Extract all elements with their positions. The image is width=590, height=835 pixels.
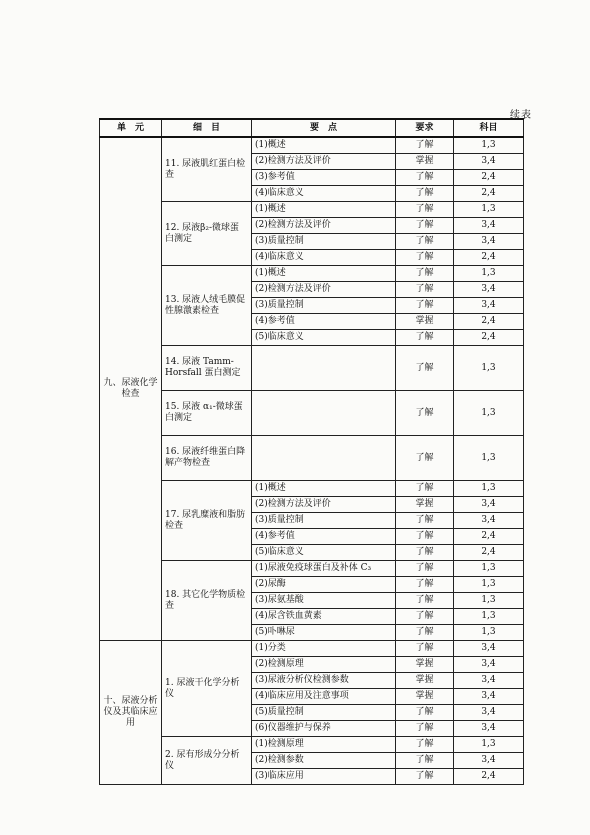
group-cell: 13. 尿液人绒毛膜促性腺激素检查 [162,266,252,346]
requirement-cell: 了解 [396,737,454,753]
point-cell: (4)临床应用及注意事项 [252,689,396,705]
header-group: 细 目 [162,119,252,137]
requirement-cell: 了解 [396,202,454,218]
subject-cell: 2,4 [454,769,524,785]
requirement-cell: 了解 [396,641,454,657]
point-cell: (2)检测参数 [252,753,396,769]
unit-cell: 十、尿液分析仪及其临床应用 [100,641,162,785]
requirement-cell: 了解 [396,577,454,593]
point-cell: (2)检测方法及评价 [252,218,396,234]
subject-cell: 1,3 [454,561,524,577]
subject-cell: 1,3 [454,593,524,609]
subject-cell: 1,3 [454,266,524,282]
subject-cell: 1,3 [454,202,524,218]
requirement-cell: 了解 [396,330,454,346]
group-cell: 17. 尿乳糜液和脂肪检查 [162,481,252,561]
subject-cell: 1,3 [454,625,524,641]
requirement-cell: 了解 [396,545,454,561]
point-cell: (1)检测原理 [252,737,396,753]
point-cell: (5)卟啉尿 [252,625,396,641]
requirement-cell: 掌握 [396,689,454,705]
requirement-cell: 了解 [396,234,454,250]
subject-cell: 1,3 [454,391,524,436]
requirement-cell: 掌握 [396,154,454,170]
subject-cell: 3,4 [454,673,524,689]
subject-cell: 2,4 [454,170,524,186]
subject-cell: 3,4 [454,298,524,314]
group-cell: 1. 尿液干化学分析仪 [162,641,252,737]
point-cell: (2)检测方法及评价 [252,282,396,298]
table-row [100,137,524,154]
table-body [100,137,524,785]
point-cell: (5)临床意义 [252,330,396,346]
point-cell: (3)尿液分析仪检测参数 [252,673,396,689]
requirement-cell: 了解 [396,250,454,266]
point-cell: (3)质量控制 [252,234,396,250]
requirement-cell: 了解 [396,513,454,529]
group-cell: 16. 尿液纤维蛋白降解产物检查 [162,436,252,481]
point-cell: (1)概述 [252,266,396,282]
header-subject: 科目 [454,119,524,137]
point-cell [252,436,396,481]
table-row [100,202,524,218]
point-cell: (4)临床意义 [252,186,396,202]
point-cell: (1)概述 [252,481,396,497]
point-cell: (4)参考值 [252,314,396,330]
point-cell: (2)检测原理 [252,657,396,673]
point-cell: (3)质量控制 [252,298,396,314]
group-cell: 18. 其它化学物质检查 [162,561,252,641]
subject-cell: 2,4 [454,250,524,266]
requirement-cell: 了解 [396,298,454,314]
requirement-cell: 掌握 [396,314,454,330]
requirement-cell: 了解 [396,391,454,436]
requirement-cell: 了解 [396,266,454,282]
requirement-cell: 了解 [396,481,454,497]
point-cell: (3)质量控制 [252,513,396,529]
subject-cell: 3,4 [454,154,524,170]
group-cell: 12. 尿液β₂-微球蛋白测定 [162,202,252,266]
group-cell: 14. 尿液 Tamm-Horsfall 蛋白测定 [162,346,252,391]
subject-cell: 3,4 [454,234,524,250]
point-cell: (6)仪器维护与保养 [252,721,396,737]
requirement-cell: 了解 [396,346,454,391]
point-cell: (2)检测方法及评价 [252,154,396,170]
point-cell: (4)参考值 [252,529,396,545]
requirement-cell: 掌握 [396,673,454,689]
point-cell: (5)质量控制 [252,705,396,721]
subject-cell: 3,4 [454,218,524,234]
requirement-cell: 了解 [396,282,454,298]
subject-cell: 3,4 [454,689,524,705]
subject-cell: 3,4 [454,721,524,737]
syllabus-table [99,118,524,785]
group-cell: 11. 尿液肌红蛋白检查 [162,137,252,202]
requirement-cell: 了解 [396,705,454,721]
requirement-cell: 了解 [396,186,454,202]
requirement-cell: 了解 [396,170,454,186]
requirement-cell: 了解 [396,561,454,577]
point-cell: (1)概述 [252,202,396,218]
subject-cell: 3,4 [454,282,524,298]
subject-cell: 2,4 [454,186,524,202]
subject-cell: 1,3 [454,609,524,625]
requirement-cell: 了解 [396,721,454,737]
subject-cell: 1,3 [454,436,524,481]
requirement-cell: 了解 [396,609,454,625]
subject-cell: 1,3 [454,481,524,497]
subject-cell: 3,4 [454,497,524,513]
requirement-cell: 掌握 [396,497,454,513]
point-cell: (1)尿液免疫球蛋白及补体 C₃ [252,561,396,577]
point-cell: (2)检测方法及评价 [252,497,396,513]
point-cell: (3)参考值 [252,170,396,186]
table-header-row [100,119,524,137]
subject-cell: 1,3 [454,737,524,753]
table-row [100,266,524,282]
requirement-cell: 掌握 [396,657,454,673]
table-row [100,641,524,657]
requirement-cell: 了解 [396,529,454,545]
requirement-cell: 了解 [396,753,454,769]
table-row [100,346,524,391]
subject-cell: 1,3 [454,137,524,154]
subject-cell: 3,4 [454,753,524,769]
point-cell: (1)分类 [252,641,396,657]
table-row [100,737,524,753]
point-cell: (2)尿酶 [252,577,396,593]
continued-label: 续表 [510,110,532,121]
point-cell: (4)临床意义 [252,250,396,266]
subject-cell: 3,4 [454,705,524,721]
point-cell [252,391,396,436]
requirement-cell: 了解 [396,593,454,609]
subject-cell: 2,4 [454,529,524,545]
subject-cell: 2,4 [454,314,524,330]
point-cell: (4)尿含铁血黄素 [252,609,396,625]
requirement-cell: 了解 [396,769,454,785]
point-cell: (5)临床意义 [252,545,396,561]
group-cell: 15. 尿液 α₁-微球蛋白测定 [162,391,252,436]
header-unit: 单 元 [100,119,162,137]
subject-cell: 1,3 [454,346,524,391]
requirement-cell: 了解 [396,625,454,641]
unit-cell: 九、尿液化学检查 [100,137,162,641]
header-point: 要 点 [252,119,396,137]
group-cell: 2. 尿有形成分分析仪 [162,737,252,785]
table-row [100,436,524,481]
subject-cell: 3,4 [454,513,524,529]
requirement-cell: 了解 [396,137,454,154]
header-requirement: 要求 [396,119,454,137]
point-cell: (3)尿氨基酸 [252,593,396,609]
point-cell: (1)概述 [252,137,396,154]
point-cell: (3)临床应用 [252,769,396,785]
subject-cell: 3,4 [454,657,524,673]
subject-cell: 1,3 [454,577,524,593]
requirement-cell: 了解 [396,436,454,481]
point-cell [252,346,396,391]
subject-cell: 3,4 [454,641,524,657]
table-row [100,391,524,436]
table-row [100,481,524,497]
subject-cell: 2,4 [454,330,524,346]
table-row [100,561,524,577]
subject-cell: 2,4 [454,545,524,561]
requirement-cell: 了解 [396,218,454,234]
